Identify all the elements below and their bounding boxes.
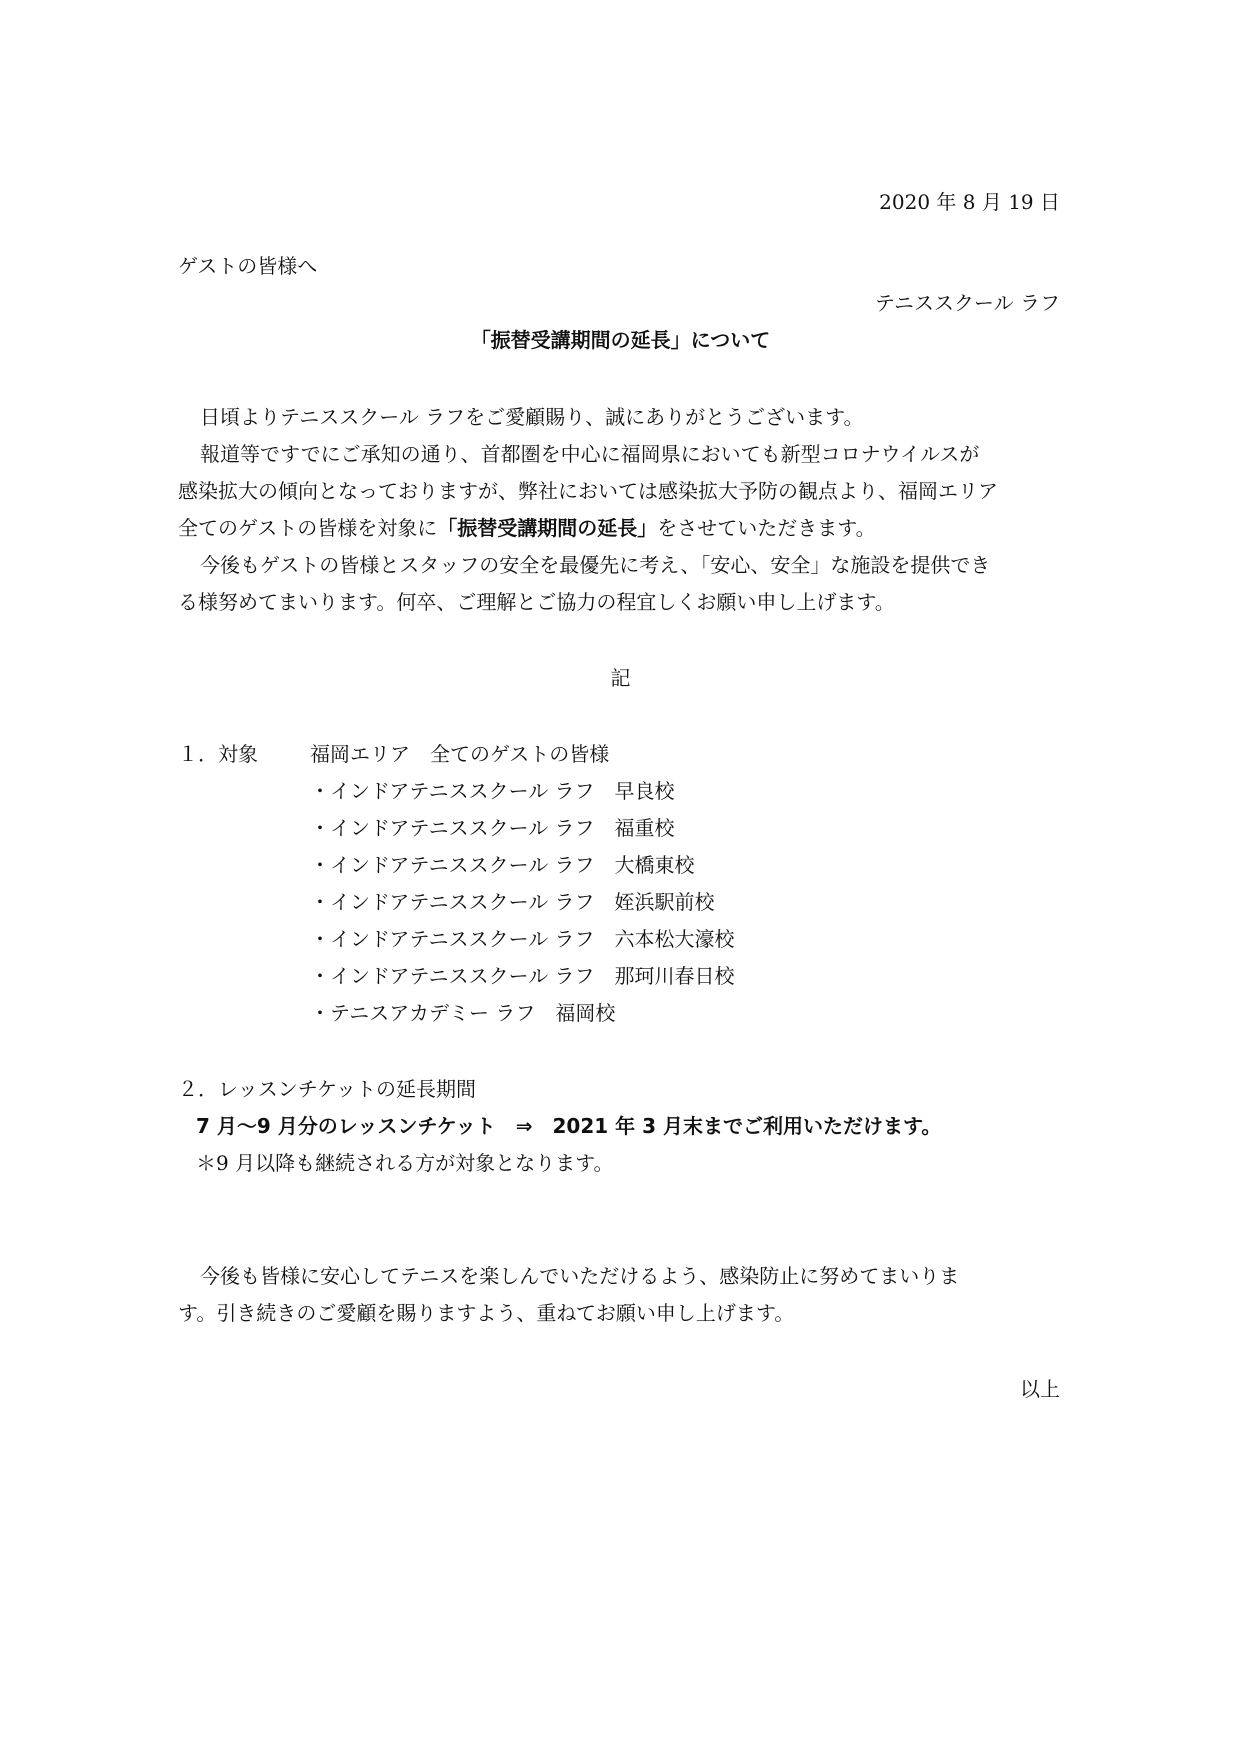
body-line-6: る様努めてまいります。何卒、ご理解とご協力の程宜しくお願い申し上げます。: [178, 590, 895, 614]
document-date: 2020 年 8 月 19 日: [879, 190, 1060, 214]
body-line-4-pre: 全てのゲストの皆様を対象に: [178, 516, 438, 540]
school-item: ・インドアテニススクール ラフ 姪浜駅前校: [310, 890, 715, 914]
school-item: ・インドアテニススクール ラフ 那珂川春日校: [310, 964, 735, 988]
body-line-1: 日頃よりテニススクール ラフをご愛顧賜り、誠にありがとうございます。: [200, 405, 864, 429]
section-2-note: ＊9 月以降も継続される方が対象となります。: [196, 1151, 614, 1175]
school-item: ・インドアテニススクール ラフ 大橋東校: [310, 853, 695, 877]
body-line-4-post: をさせていただきます。: [657, 516, 876, 540]
body-line-4: [178, 514, 876, 542]
school-item: ・テニスアカデミー ラフ 福岡校: [310, 1001, 616, 1025]
school-item: ・インドアテニススクール ラフ 六本松大濠校: [310, 927, 735, 951]
school-item: ・インドアテニススクール ラフ 早良校: [310, 779, 675, 803]
document-title: 「振替受講期間の延長」について: [470, 328, 771, 352]
section-2-label: ２．レッスンチケットの延長期間: [178, 1077, 476, 1101]
body-line-3: 感染拡大の傾向となっておりますが、弊社においては感染拡大予防の観点より、福岡エリア: [178, 479, 998, 503]
body-line-5: 今後もゲストの皆様とスタッフの安全を最優先に考え、「安心、安全」な施設を提供でき: [200, 553, 991, 577]
body-line-2: 報道等ですでにご承知の通り、首都圏を中心に福岡県においても新型コロナウイルスが: [200, 442, 980, 466]
ki-marker: 記: [610, 666, 631, 690]
sender: テニススクール ラフ: [874, 291, 1060, 315]
closing-ijo: 以上: [1020, 1377, 1060, 1401]
school-item: ・インドアテニススクール ラフ 福重校: [310, 816, 675, 840]
body-line-4-bold: 「振替受講期間の延長」: [437, 516, 658, 540]
section-1-label: １．対象: [178, 742, 258, 766]
recipient: ゲストの皆様へ: [178, 254, 318, 278]
section-2-detail: 7 月〜9 月分のレッスンチケット ⇒ 2021 年 3 月末までご利用いただけます。: [196, 1114, 942, 1138]
closing-line-2: す。引き続きのご愛顧を賜りますよう、重ねてお願い申し上げます。: [178, 1301, 795, 1325]
section-1-value: 福岡エリア 全てのゲストの皆様: [310, 742, 610, 766]
closing-line-1: 今後も皆様に安心してテニスを楽しんでいただけるよう、感染防止に努めてまいりま: [200, 1264, 960, 1288]
